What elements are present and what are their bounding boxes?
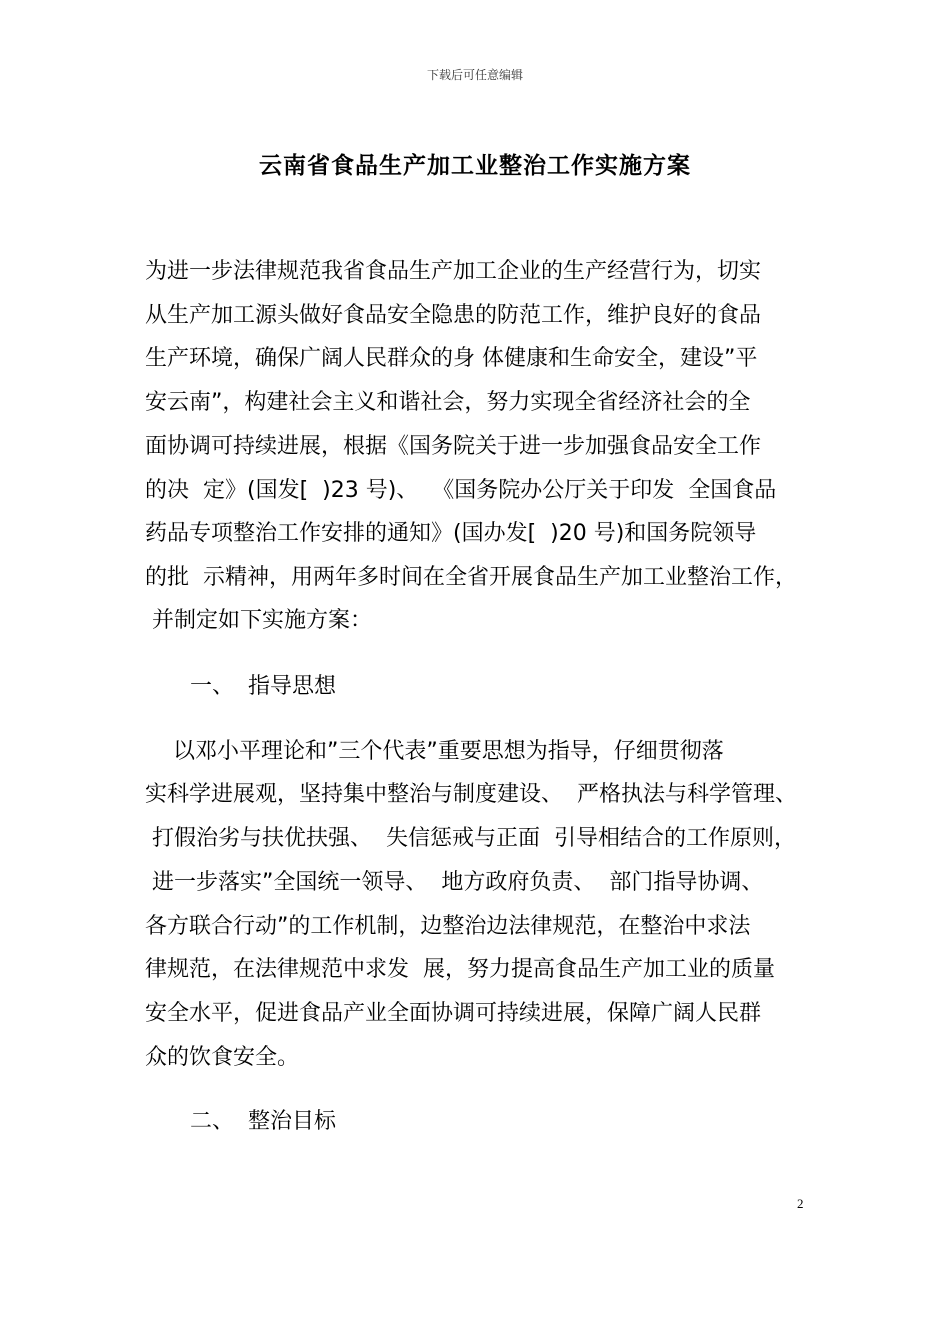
body-line: 安全水平，促进食品产业全面协调可持续进展，保障广阔人民群 xyxy=(145,1001,762,1026)
intro-line: 的决 定》(国发[ )23 号)、 《国务院办公厅关于印发 全国食品 xyxy=(145,478,777,503)
intro-line: 安云南”，构建社会主义和谐社会，努力实现全省经济社会的全 xyxy=(145,390,751,415)
body-line: 打假治劣与扶优扶强、 失信惩戒与正面 引导相结合的工作原则， xyxy=(145,826,796,851)
body-line: 各方联合行动”的工作机制，边整治边法律规范，在整治中求法 xyxy=(145,914,751,939)
intro-line: 生产环境，确保广阔人民群众的身 体健康和生命安全，建设”平 xyxy=(145,346,758,371)
section-heading-guiding-thought: 一、 指导思想 xyxy=(190,674,336,699)
body-line: 律规范，在法律规范中求发 展，努力提高食品生产加工业的质量 xyxy=(145,957,775,982)
intro-line: 面协调可持续进展，根据《国务院关于进一步加强食品安全工作 xyxy=(145,434,762,459)
section-heading-goals: 二、 整治目标 xyxy=(190,1109,336,1134)
intro-line: 药品专项整治工作安排的通知》(国办发[ )20 号)和国务院领导 xyxy=(145,521,757,546)
intro-line: 并制定如下实施方案： xyxy=(145,608,372,633)
body-line: 众的饮食安全。 xyxy=(145,1045,300,1070)
intro-line: 的批 示精神，用两年多时间在全省开展食品生产加工业整治工作， xyxy=(145,565,797,590)
body-line: 进一步落实”全国统一领导、 地方政府负责、 部门指导协调、 xyxy=(145,870,764,895)
body-line: 实科学进展观，坚持集中整治与制度建设、 严格执法与科学管理、 xyxy=(145,782,797,807)
page-number: 2 xyxy=(797,1196,804,1211)
page-title: 云南省食品生产加工业整治工作实施方案 xyxy=(259,153,691,179)
body-line: 以邓小平理论和”三个代表”重要思想为指导，仔细贯彻落 xyxy=(145,739,724,764)
header-note: 下载后可任意编辑 xyxy=(426,68,523,82)
intro-line: 从生产加工源头做好食品安全隐患的防范工作，维护良好的食品 xyxy=(145,303,762,328)
intro-line: 为进一步法律规范我省食品生产加工企业的生产经营行为，切实 xyxy=(145,259,762,284)
